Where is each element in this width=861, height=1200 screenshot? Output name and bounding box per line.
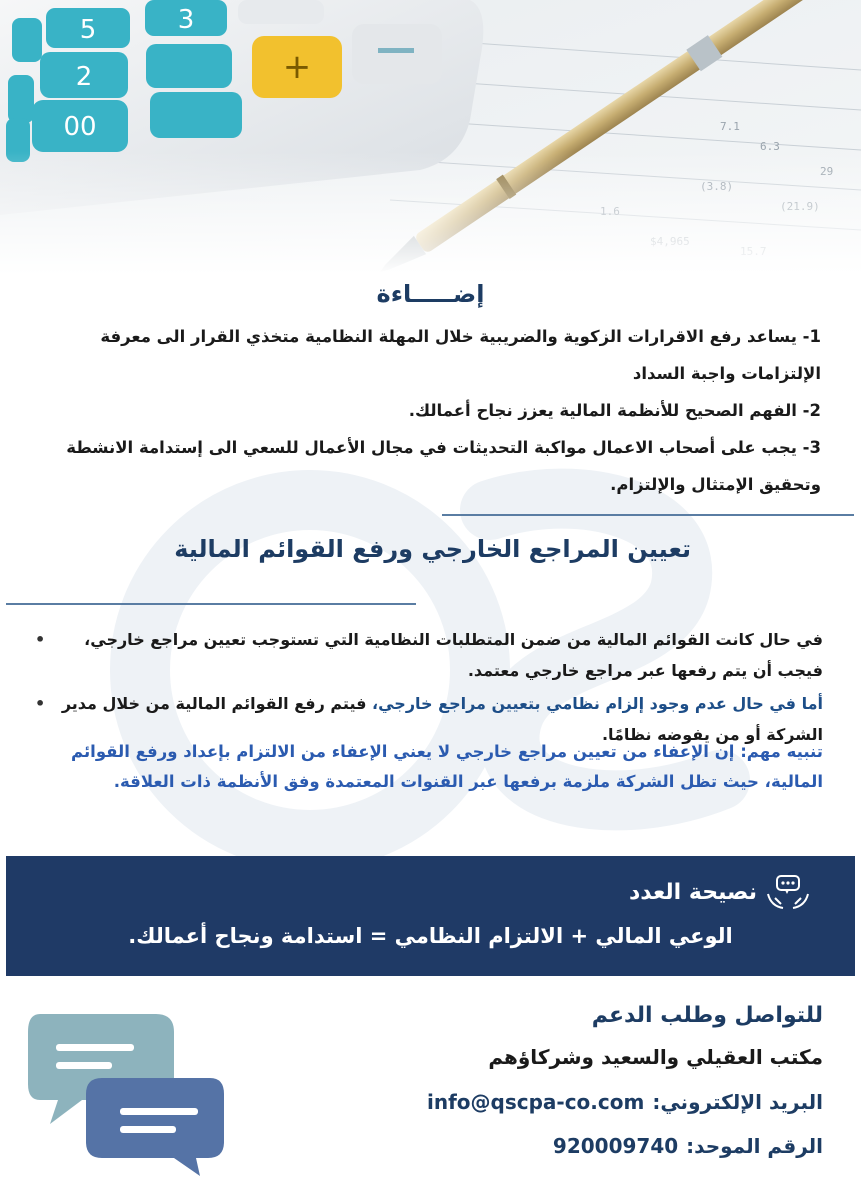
email-row xyxy=(427,1090,823,1114)
bullet-text: فيتم رفع القوائم المالية من خلال مدير الشركة أو من يفوضه نظامًا. xyxy=(61,694,823,744)
bullet-text: في حال كانت القوائم المالية من ضمن المتطلبات النظامية التي تستوجب تعيين مراجع خارجي، فيجب أن يتم رفعها عبر مراجع خارجي معتمد. xyxy=(84,630,823,680)
office-name: مكتب العقيلي والسعيد وشركاؤهم xyxy=(488,1045,823,1069)
tip-header xyxy=(629,872,811,912)
section-title-auditor: تعيين المراجع الخارجي ورفع القوائم المالية xyxy=(174,535,691,563)
section-title-insight: إضـــــاءة xyxy=(376,280,485,308)
auditor-bullets xyxy=(33,624,823,752)
phone-label: الرقم الموحد: xyxy=(686,1134,823,1158)
tip-banner xyxy=(6,856,855,976)
email-label: البريد الإلكتروني: xyxy=(652,1090,823,1114)
advice-hands-icon xyxy=(765,872,811,912)
contact-title: للتواصل وطلب الدعم xyxy=(591,1003,823,1028)
important-note: تنبيه مهم: إن الإعفاء من تعيين مراجع خارجي لا يعني الإعفاء من الالتزام بإعداد ورفع القوائم المالية، حيث تظل الشركة ملزمة برفعها عبر القنوات المعتمدة وفق الأنظمة ذات العلاقة. xyxy=(71,742,823,791)
tip-title: نصيحة العدد xyxy=(629,879,757,905)
insight-item: 3- يجب على أصحاب الاعمال مواكبة التحديثات في مجال الأعمال للسعي الى إستدامة الانشطة وتحقيق الإمتثال والإلتزام. xyxy=(66,438,821,494)
email-link[interactable]: info@qscpa-co.com xyxy=(426,1090,645,1114)
divider-top xyxy=(442,514,854,516)
tip-text: الوعي المالي + الالتزام النظامي = استدامة ونجاح أعمالك. xyxy=(128,924,733,948)
insight-list xyxy=(31,318,821,503)
insight-item: 2- الفهم الصحيح للأنظمة المالية يعزز نجاح أعمالك. xyxy=(408,401,821,420)
hero-image-calculator-pen xyxy=(0,0,861,275)
divider-bottom xyxy=(6,603,416,605)
bullet-lead: أما في حال عدم وجود إلزام نظامي بتعيين مراجع خارجي، xyxy=(372,694,823,713)
insight-item: 1- يساعد رفع الاقرارات الزكوية والضريبية خلال المهلة النظامية متخذي القرار الى معرفة الإلتزامات واجبة السداد xyxy=(100,327,821,383)
phone-row xyxy=(553,1134,823,1158)
chat-bubbles-icon xyxy=(28,1004,228,1179)
bullet-item xyxy=(33,624,823,686)
phone-number[interactable]: 920009740 xyxy=(552,1134,679,1158)
